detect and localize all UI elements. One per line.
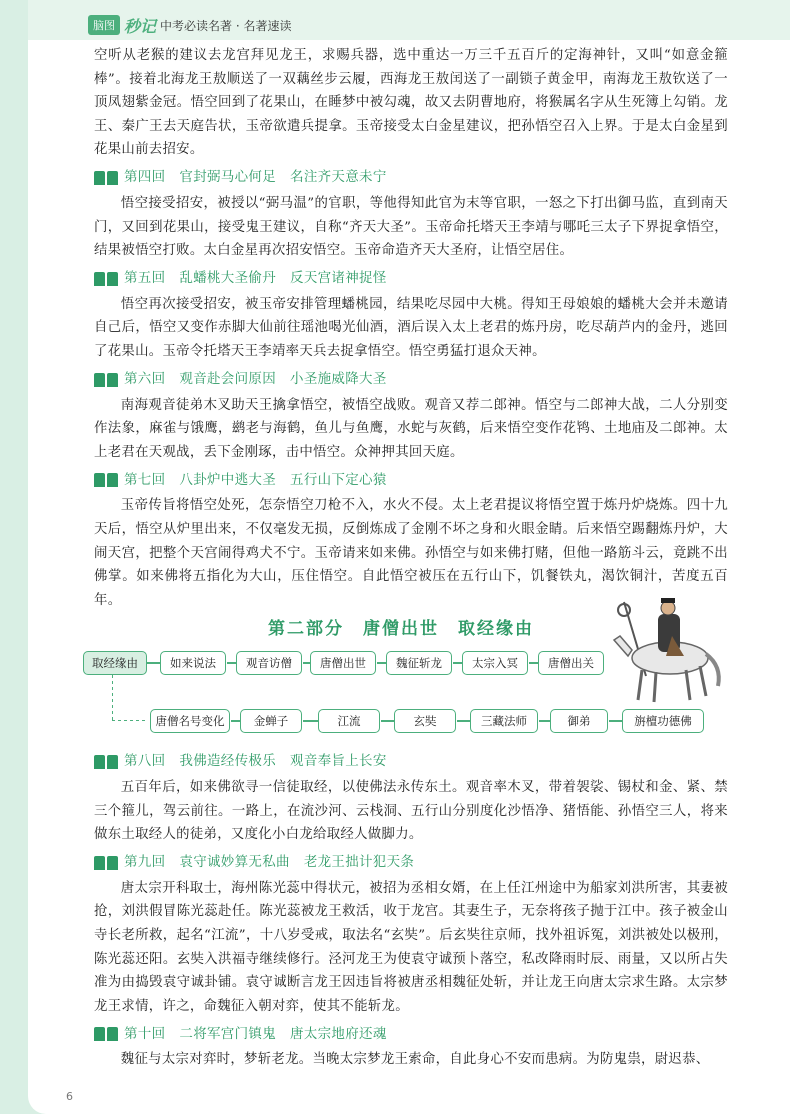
chapter-title-line-two: 五行山下定心猿 [290, 471, 387, 488]
header-subtitle: 中考必读名著 · 名著速读 [160, 18, 292, 33]
chapter-heading [94, 748, 728, 776]
horse-rider-icon [606, 596, 728, 708]
diagram-box: 唐僧出世 [310, 651, 376, 675]
chapter-title-line-two: 观音奉旨上长安 [290, 753, 387, 770]
chapter-heading [94, 466, 728, 494]
chapter-title-line-two: 小圣施威降大圣 [290, 370, 387, 387]
chapter-number: 第八回 [124, 753, 166, 770]
connector-line [303, 662, 310, 664]
open-book-icon [94, 373, 118, 387]
diagram-root-box: 取经缘由 [83, 651, 147, 675]
diagram-box: 如来说法 [160, 651, 226, 675]
dashed-connector [112, 720, 148, 721]
connector-line [609, 720, 622, 722]
chapter-heading [94, 265, 728, 293]
connector-line [377, 662, 386, 664]
chapter-summary: 悟空再次接受招安，被玉帝安排管理蟠桃园，结果吃尽园中大桃。得知王母娘娘的蟠桃大会并未邀请自己后，悟空又变作赤脚大仙前往瑶池喝光仙酒，酒后误入太上老君的炼丹房，吃尽葫芦内的金丹，逃回了花果山。玉帝令托塔天王李靖率天兵去捉拿悟空。悟空勇猛打退众天神。 [94, 296, 728, 359]
chapter-number: 第五回 [124, 269, 166, 286]
brand-badge: 脑图 [88, 15, 120, 35]
chapter-heading [94, 849, 728, 877]
content-lower [94, 746, 728, 1072]
chapter-heading [94, 1020, 728, 1048]
content [94, 44, 728, 612]
brand-logo-text: 秒记 [124, 16, 157, 36]
chapter-summary: 五百年后，如来佛欲寻一信徒取经，以使佛法永传东土。观音率木叉，带着袈裟、锡杖和金、紧、禁三个箍儿，驾云前往。一路上，在流沙河、云栈洞、五行山分别度化沙悟净、猪悟能、孙悟空三人，将来做东土取经人的徒弟，又度化小白龙给取经人做脚力。 [94, 780, 728, 843]
connector-line [147, 662, 160, 664]
chapter-title-line-one: 八卦炉中逃大圣 [179, 471, 277, 488]
chapter-summary: 悟空接受招安，被授以“弼马温”的官职，等他得知此官为末等官职，一怒之下打出御马监，直到南天门，又回到花果山，接受鬼王建议，自称“齐天大圣”。玉帝命托塔天王李靖与哪吒三太子下界捉拿悟空，结果被悟空打败。太白金星再次招安悟空。玉帝命造齐天大圣府，让悟空居住。 [94, 195, 728, 259]
chapter-title-line-one: 袁守诚妙算无私曲 [179, 853, 290, 870]
connector-line [231, 720, 240, 722]
chapter-summary: 玉帝传旨将悟空处死，怎奈悟空刀枪不入，水火不侵。太上老君提议将悟空置于炼丹炉烧炼。四十九天后，悟空从炉里出来，不仅毫发无损，反倒炼成了金刚不坏之身和火眼金睛。后来悟空踢翻炼丹炉，大闹天宫，把整个天宫闹得鸡犬不宁。玉帝请来如来佛。孙悟空与如来佛打赌，但他一路筋斗云，竟跳不出佛掌。如来佛将五指化为大山，压住悟空。自此悟空被压在五行山下，饥餐铁丸，渴饮铜汁，苦度五百年。 [94, 498, 728, 608]
diagram-box: 江流 [318, 709, 380, 733]
page-number: 6 [66, 1090, 73, 1103]
chapter-number: 第七回 [124, 471, 166, 488]
diagram-box: 魏征斩龙 [386, 651, 452, 675]
connector-line [457, 720, 470, 722]
connector-line [303, 720, 318, 722]
diagram-box: 玄奘 [394, 709, 456, 733]
part-title: 第二部分 唐僧出世 取经缘由 [268, 619, 534, 639]
chapter-number: 第十回 [124, 1025, 166, 1042]
chapters-part-two [94, 748, 728, 1072]
chapter-title-line-one: 官封弼马心何足 [179, 169, 277, 186]
diagram-box: 太宗入冥 [462, 651, 528, 675]
chapter-summary: 魏征与太宗对弈时，梦斩老龙。当晚太宗梦龙王索命，自此身心不安而患病。为防鬼祟，尉迟恭、 [120, 1052, 710, 1068]
diagram-box: 唐僧出关 [538, 651, 604, 675]
open-book-icon [94, 272, 118, 286]
open-book-icon [94, 473, 118, 487]
chapter-title-line-two: 名注齐天意未宁 [290, 169, 387, 186]
diagram-box: 唐僧名号变化 [150, 709, 230, 733]
connector-line [539, 720, 550, 722]
diagram-box: 旃檀功德佛 [622, 709, 704, 733]
chapter-title-line-two: 唐太宗地府还魂 [290, 1025, 387, 1042]
connector-line [227, 662, 236, 664]
chapter-summary: 南海观音徒弟木叉助天王擒拿悟空，被悟空战败。观音又荐二郎神。悟空与二郎神大战，二人分别变作法象，麻雀与饿鹰，鹚老与海鹤，鱼儿与鱼鹰，水蛇与灰鹤，后来悟空变作花鸨、土地庙及二郎神。太上老君在天观战，丢下金刚琢，击中悟空。众神押其回天庭。 [94, 397, 728, 460]
diagram-box: 御弟 [550, 709, 608, 733]
diagram-box: 金蝉子 [240, 709, 302, 733]
diagram-box: 三藏法师 [470, 709, 538, 733]
intro-paragraph: 空听从老猴的建议去龙宫拜见龙王，求赐兵器，选中重达一万三千五百斤的定海神针，又叫“如意金箍棒”。接着北海龙王敖顺送了一双藕丝步云履，西海龙王敖闰送了一副锁子黄金甲，南海龙王敖钦送了一顶凤翅紫金冠。悟空回到了花果山，在睡梦中被勾魂，故又去阴曹地府，将猴属名字从生死簿上勾销。龙王、秦广王去天庭告状，玉帝欲遣兵提拿。玉帝接受太白金星建议，把孙悟空召入上界。于是太白金星到花果山前去招安。 [94, 48, 728, 158]
open-book-icon [94, 856, 118, 870]
chapter-title-line-one: 乱蟠桃大圣偷丹 [179, 269, 277, 286]
connector-line [453, 662, 462, 664]
connector-line [381, 720, 394, 722]
diagram-box: 观音访僧 [236, 651, 302, 675]
chapter-title-line-one: 二将军宫门镇鬼 [179, 1025, 277, 1042]
chapter-summary: 唐太宗开科取士，海州陈光蕊中得状元，被招为丞相女婿，在上任江州途中为船家刘洪所害，其妻被抢，刘洪假冒陈光蕊赴任。陈光蕊被龙王救活，收于龙宫。其妻生子，无奈将孩子抛于江中。孩子被金山寺长老所救，起名“江流”，十八岁受戒，取法名“玄奘”。后玄奘往京师，找外祖诉冤，刘洪被处以极刑，陈光蕊还阳。玄奘入洪福寺继续修行。泾河龙王为使袁守诚预卜落空，私改降雨时辰、雨量，又以所占失准为由捣毁袁守诚卦铺。袁守诚断言龙王因违旨将被唐丞相魏征处斩，并让龙王向唐太宗求生路。太宗梦龙王求情，许之，命魏征入朝对弈，使其不能斩龙。 [94, 880, 728, 1014]
open-book-icon [94, 755, 118, 769]
chapter-title-line-one: 观音赴会问原因 [179, 370, 277, 387]
chapter-title-line-two: 老龙王拙计犯天条 [303, 853, 415, 870]
chapter-title-line-one: 我佛造经传极乐 [179, 753, 277, 770]
chapter-heading [94, 164, 728, 192]
chapter-heading [94, 366, 728, 394]
chapter-title-line-two: 反天宫诸神捉怪 [290, 269, 387, 286]
chapter-number: 第四回 [124, 169, 166, 186]
chapter-number: 第六回 [124, 370, 166, 387]
chapter-number: 第九回 [124, 853, 166, 870]
open-book-icon [94, 1027, 118, 1041]
header-tag [88, 14, 291, 36]
chapters-part-one [94, 164, 728, 612]
open-book-icon [94, 171, 118, 185]
dashed-connector [112, 675, 113, 720]
connector-line [529, 662, 538, 664]
